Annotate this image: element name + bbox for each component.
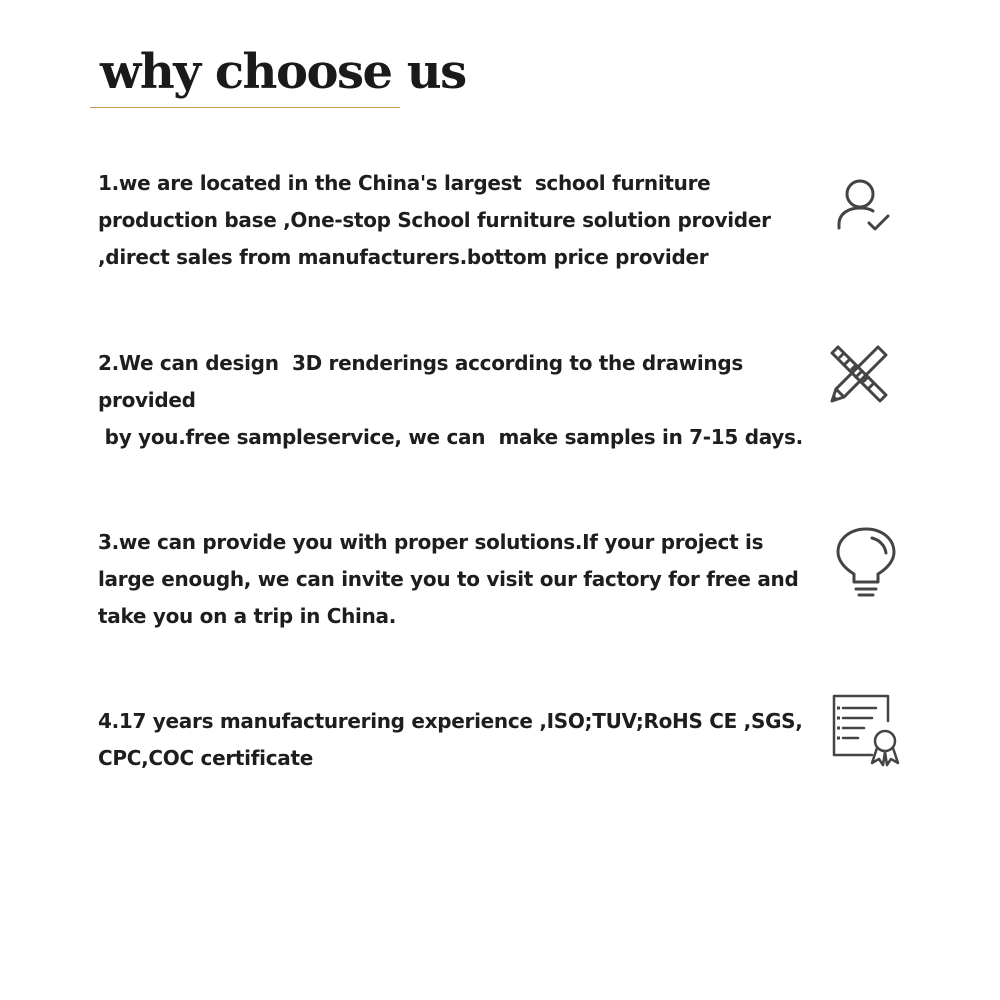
pencil-ruler-icon	[828, 343, 890, 405]
reason-4-text: 4.17 years manufacturering experience ,ISO;TUV;RoHS CE ,SGS, CPC,COC certificate	[98, 709, 810, 770]
reason-1-text: 1.we are located in the China's largest school furniture production base ,One-stop School furniture solution provider ,direct sales from manufacturers.bottom price provider	[98, 171, 778, 269]
user-check-icon	[834, 176, 894, 236]
reason-3-text: 3.we can provide you with proper solutions.If your project is large enough, we can invite you to visit our factory for free and take you on a trip in China.	[98, 530, 806, 628]
certificate-icon	[830, 693, 908, 767]
reason-2-text: 2.We can design 3D renderings according to the drawings provided by you.free sampleservice, we can make samples in 7-15 days.	[98, 351, 803, 449]
page-title: why choose us	[100, 44, 466, 100]
lightbulb-icon	[834, 526, 898, 600]
title-underline	[90, 107, 400, 108]
